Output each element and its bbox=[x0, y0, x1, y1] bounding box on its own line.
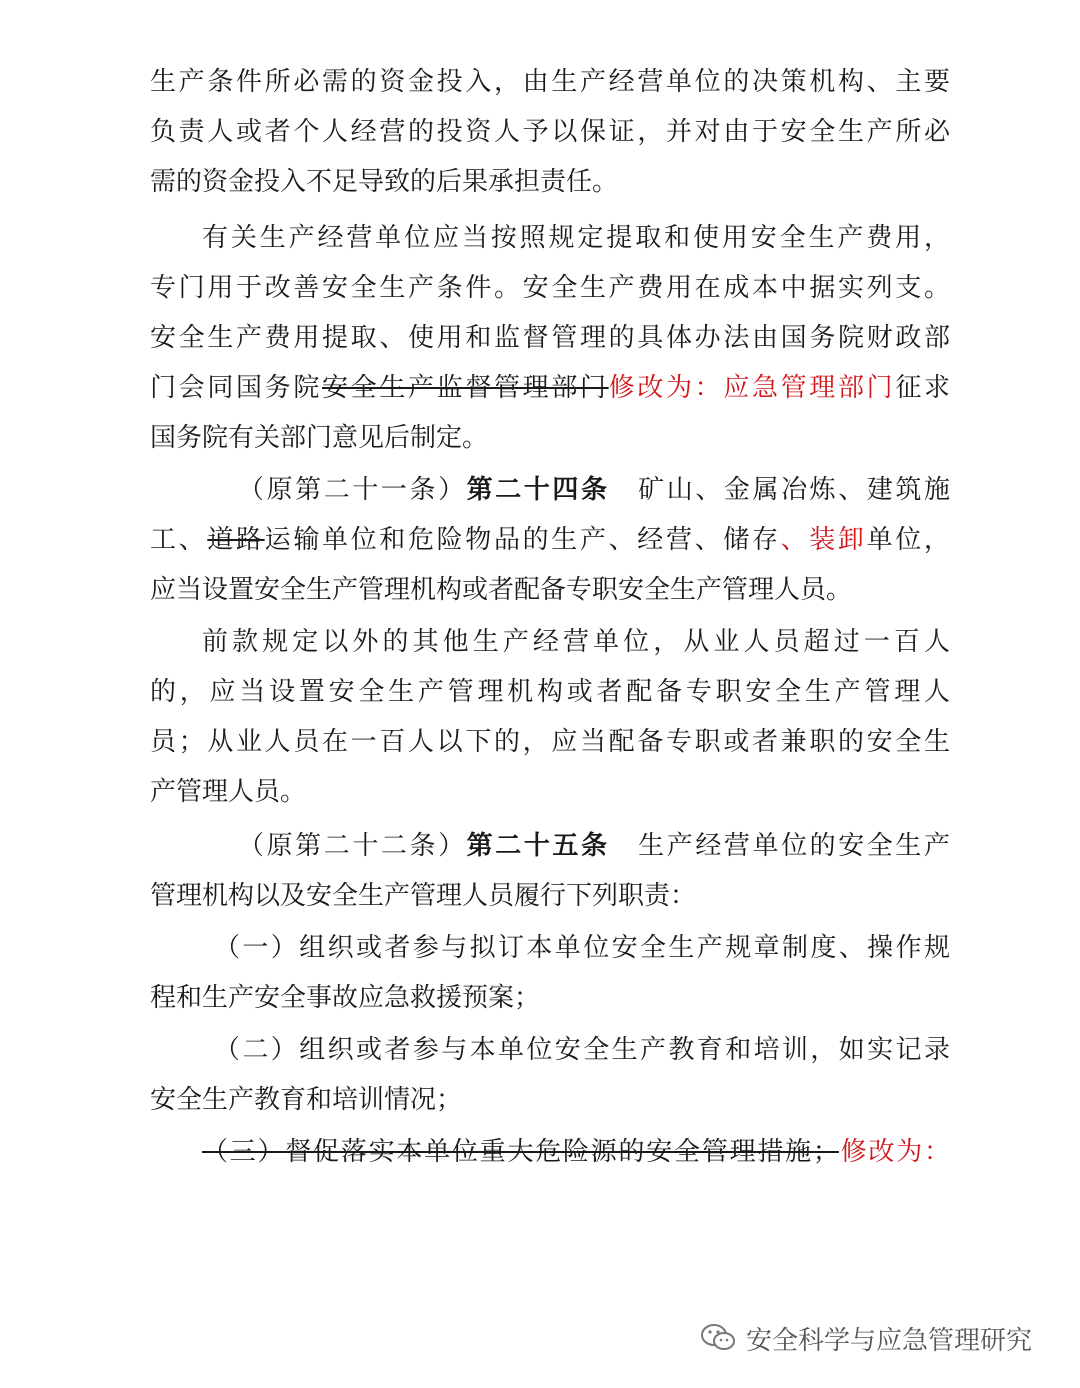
plain-text: 运输单位和危险物品的生产、经营、储存 bbox=[264, 525, 781, 555]
paragraph-line: 前款规定以外的其他生产经营单位，从业人员超过一百人 bbox=[202, 627, 950, 657]
watermark-text: 安全科学与应急管理研究 bbox=[746, 1325, 1033, 1356]
paragraph-line: 生产条件所必需的资金投入，由生产经营单位的决策机构、主要 bbox=[150, 67, 950, 97]
amendment-text: 修改为： bbox=[838, 1137, 950, 1167]
paragraph-line: 管理机构以及安全生产管理人员履行下列职责： bbox=[150, 881, 697, 911]
article-text: 生产经营单位的安全生产 bbox=[609, 831, 950, 861]
deleted-text: 道路 bbox=[207, 525, 265, 555]
article-title: 第二十五条 bbox=[466, 831, 610, 861]
plain-text: 单位， bbox=[866, 525, 950, 555]
plain-text: 征求 bbox=[895, 373, 950, 403]
article-heading-line bbox=[238, 470, 950, 510]
amendment-text: 、装卸 bbox=[780, 525, 867, 555]
paragraph-line: 安全生产费用提取、使用和监督管理的具体办法由国务院财政部 bbox=[150, 323, 950, 353]
account-watermark bbox=[700, 1316, 1032, 1360]
amendment-text: 修改为：应急管理部门 bbox=[608, 373, 896, 403]
wechat-icon bbox=[700, 1323, 736, 1353]
paragraph-line: 有关生产经营单位应当按照规定提取和使用安全生产费用， bbox=[202, 223, 950, 253]
paragraph-line: 产管理人员。 bbox=[150, 777, 307, 807]
list-item-line: （二）组织或者参与本单位安全生产教育和培训，如实记录 bbox=[214, 1035, 950, 1065]
article-heading-line bbox=[238, 826, 950, 866]
deleted-text: （三）督促落实本单位重大危险源的安全管理措施； bbox=[202, 1137, 839, 1167]
deleted-text: 安全生产监督管理部门 bbox=[322, 373, 609, 403]
paragraph-line: 的，应当设置安全生产管理机构或者配备专职安全生产管理人 bbox=[150, 677, 950, 707]
list-item-line: 安全生产教育和培训情况； bbox=[150, 1085, 463, 1115]
paragraph-line: 需的资金投入不足导致的后果承担责任。 bbox=[150, 167, 619, 197]
article-title: 第二十四条 bbox=[466, 475, 610, 505]
amended-line bbox=[150, 368, 950, 408]
amended-line bbox=[150, 520, 950, 560]
list-item-line: （一）组织或者参与拟订本单位安全生产规章制度、操作规 bbox=[214, 933, 950, 963]
list-item-line: 程和生产安全事故应急救援预案； bbox=[150, 983, 541, 1013]
original-article-number: （原第二十二条） bbox=[238, 831, 467, 861]
amended-line bbox=[202, 1132, 950, 1172]
plain-text: 工、 bbox=[150, 525, 208, 555]
article-text: 矿山、金属冶炼、建筑施 bbox=[609, 475, 950, 505]
paragraph-line: 员；从业人员在一百人以下的，应当配备专职或者兼职的安全生 bbox=[150, 727, 950, 757]
paragraph-line: 国务院有关部门意见后制定。 bbox=[150, 423, 489, 453]
paragraph-line: 应当设置安全生产管理机构或者配备专职安全生产管理人员。 bbox=[150, 575, 853, 605]
plain-text: 门会同国务院 bbox=[150, 373, 322, 403]
original-article-number: （原第二十一条） bbox=[238, 475, 467, 505]
paragraph-line: 负责人或者个人经营的投资人予以保证，并对由于安全生产所必 bbox=[150, 117, 950, 147]
paragraph-line: 专门用于改善安全生产条件。安全生产费用在成本中据实列支。 bbox=[150, 273, 950, 303]
